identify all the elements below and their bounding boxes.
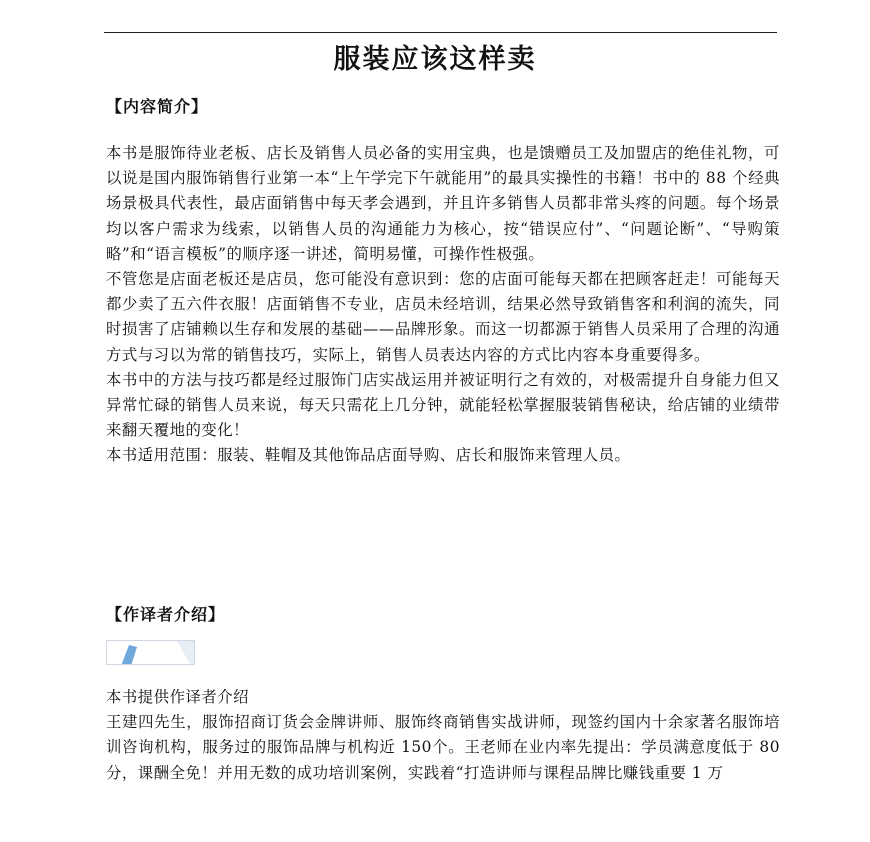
intro-paragraph-2: 不管您是店面老板还是店员，您可能没有意识到：您的店面可能每天都在把顾客赶走！可能每天都少卖了五六件衣服！店面销售不专业，店员未经培训，结果必然导致销售客和利润的流失，同时损害了店铺赖以生存和发展的基础——品牌形象。而这一切都源于销售人员采用了合理的沟通方式与习以为常的销售技巧，实际上，销售人员表达内容的方式比内容本身重要得多。 bbox=[106, 270, 780, 364]
intro-body bbox=[106, 141, 780, 469]
intro-paragraph-1: 本书是服饰待业老板、店长及销售人员必备的实用宝典，也是馈赠员工及加盟店的绝佳礼物，可以说是国内服饰销售行业第一本“上午学完下午就能用”的最具实操性的书籍！书中的 88 个经典场景极具代表性，最店面销售中每天孝会遇到，并且许多销售人员都非常头疼的问题。每个场景均以客户需求为线索，以销售人员的沟通能力为核心，按“错误应付”、“问题论断”、“导购策略”和“语言模板”的顺序逐一讲述，简明易懂，可操作性极强。 bbox=[106, 144, 780, 263]
intro-paragraph-3: 本书中的方法与技巧都是经过服饰门店实战运用并被证明行之有效的，对极需提升自身能力但又异常忙碌的销售人员来说，每天只需花上几分钟，就能轻松掌握服装销售秘诀，给店铺的业绩带来翻天覆地的变化！ bbox=[106, 370, 780, 440]
author-photo-image bbox=[106, 640, 195, 665]
document-title: 服装应该这样卖 bbox=[333, 44, 537, 75]
author-paragraph-2: 王建四先生，服饰招商订货会金牌讲师、服饰终商销售实战讲师，现签约国内十余家著名服饰培训咨询机构，服务过的服饰品牌与机构近 150个。王老师在业内率先提出：学员满意度低于 80 分，课酬全免！并用无数的成功培训案例，实践着“打造讲师与课程品牌比赚钱重要 1 万 bbox=[106, 713, 780, 782]
image-fragment-icon bbox=[107, 641, 195, 665]
author-paragraph-1: 本书提供作译者介绍 bbox=[106, 688, 250, 706]
header-rule bbox=[104, 32, 777, 33]
author-body bbox=[106, 685, 780, 786]
intro-paragraph-4: 本书适用范围：服装、鞋帽及其他饰品店面导购、店长和服饰来管理人员。 bbox=[106, 446, 631, 465]
intro-heading: 【内容简介】 bbox=[106, 97, 209, 116]
author-heading: 【作译者介绍】 bbox=[106, 605, 226, 624]
